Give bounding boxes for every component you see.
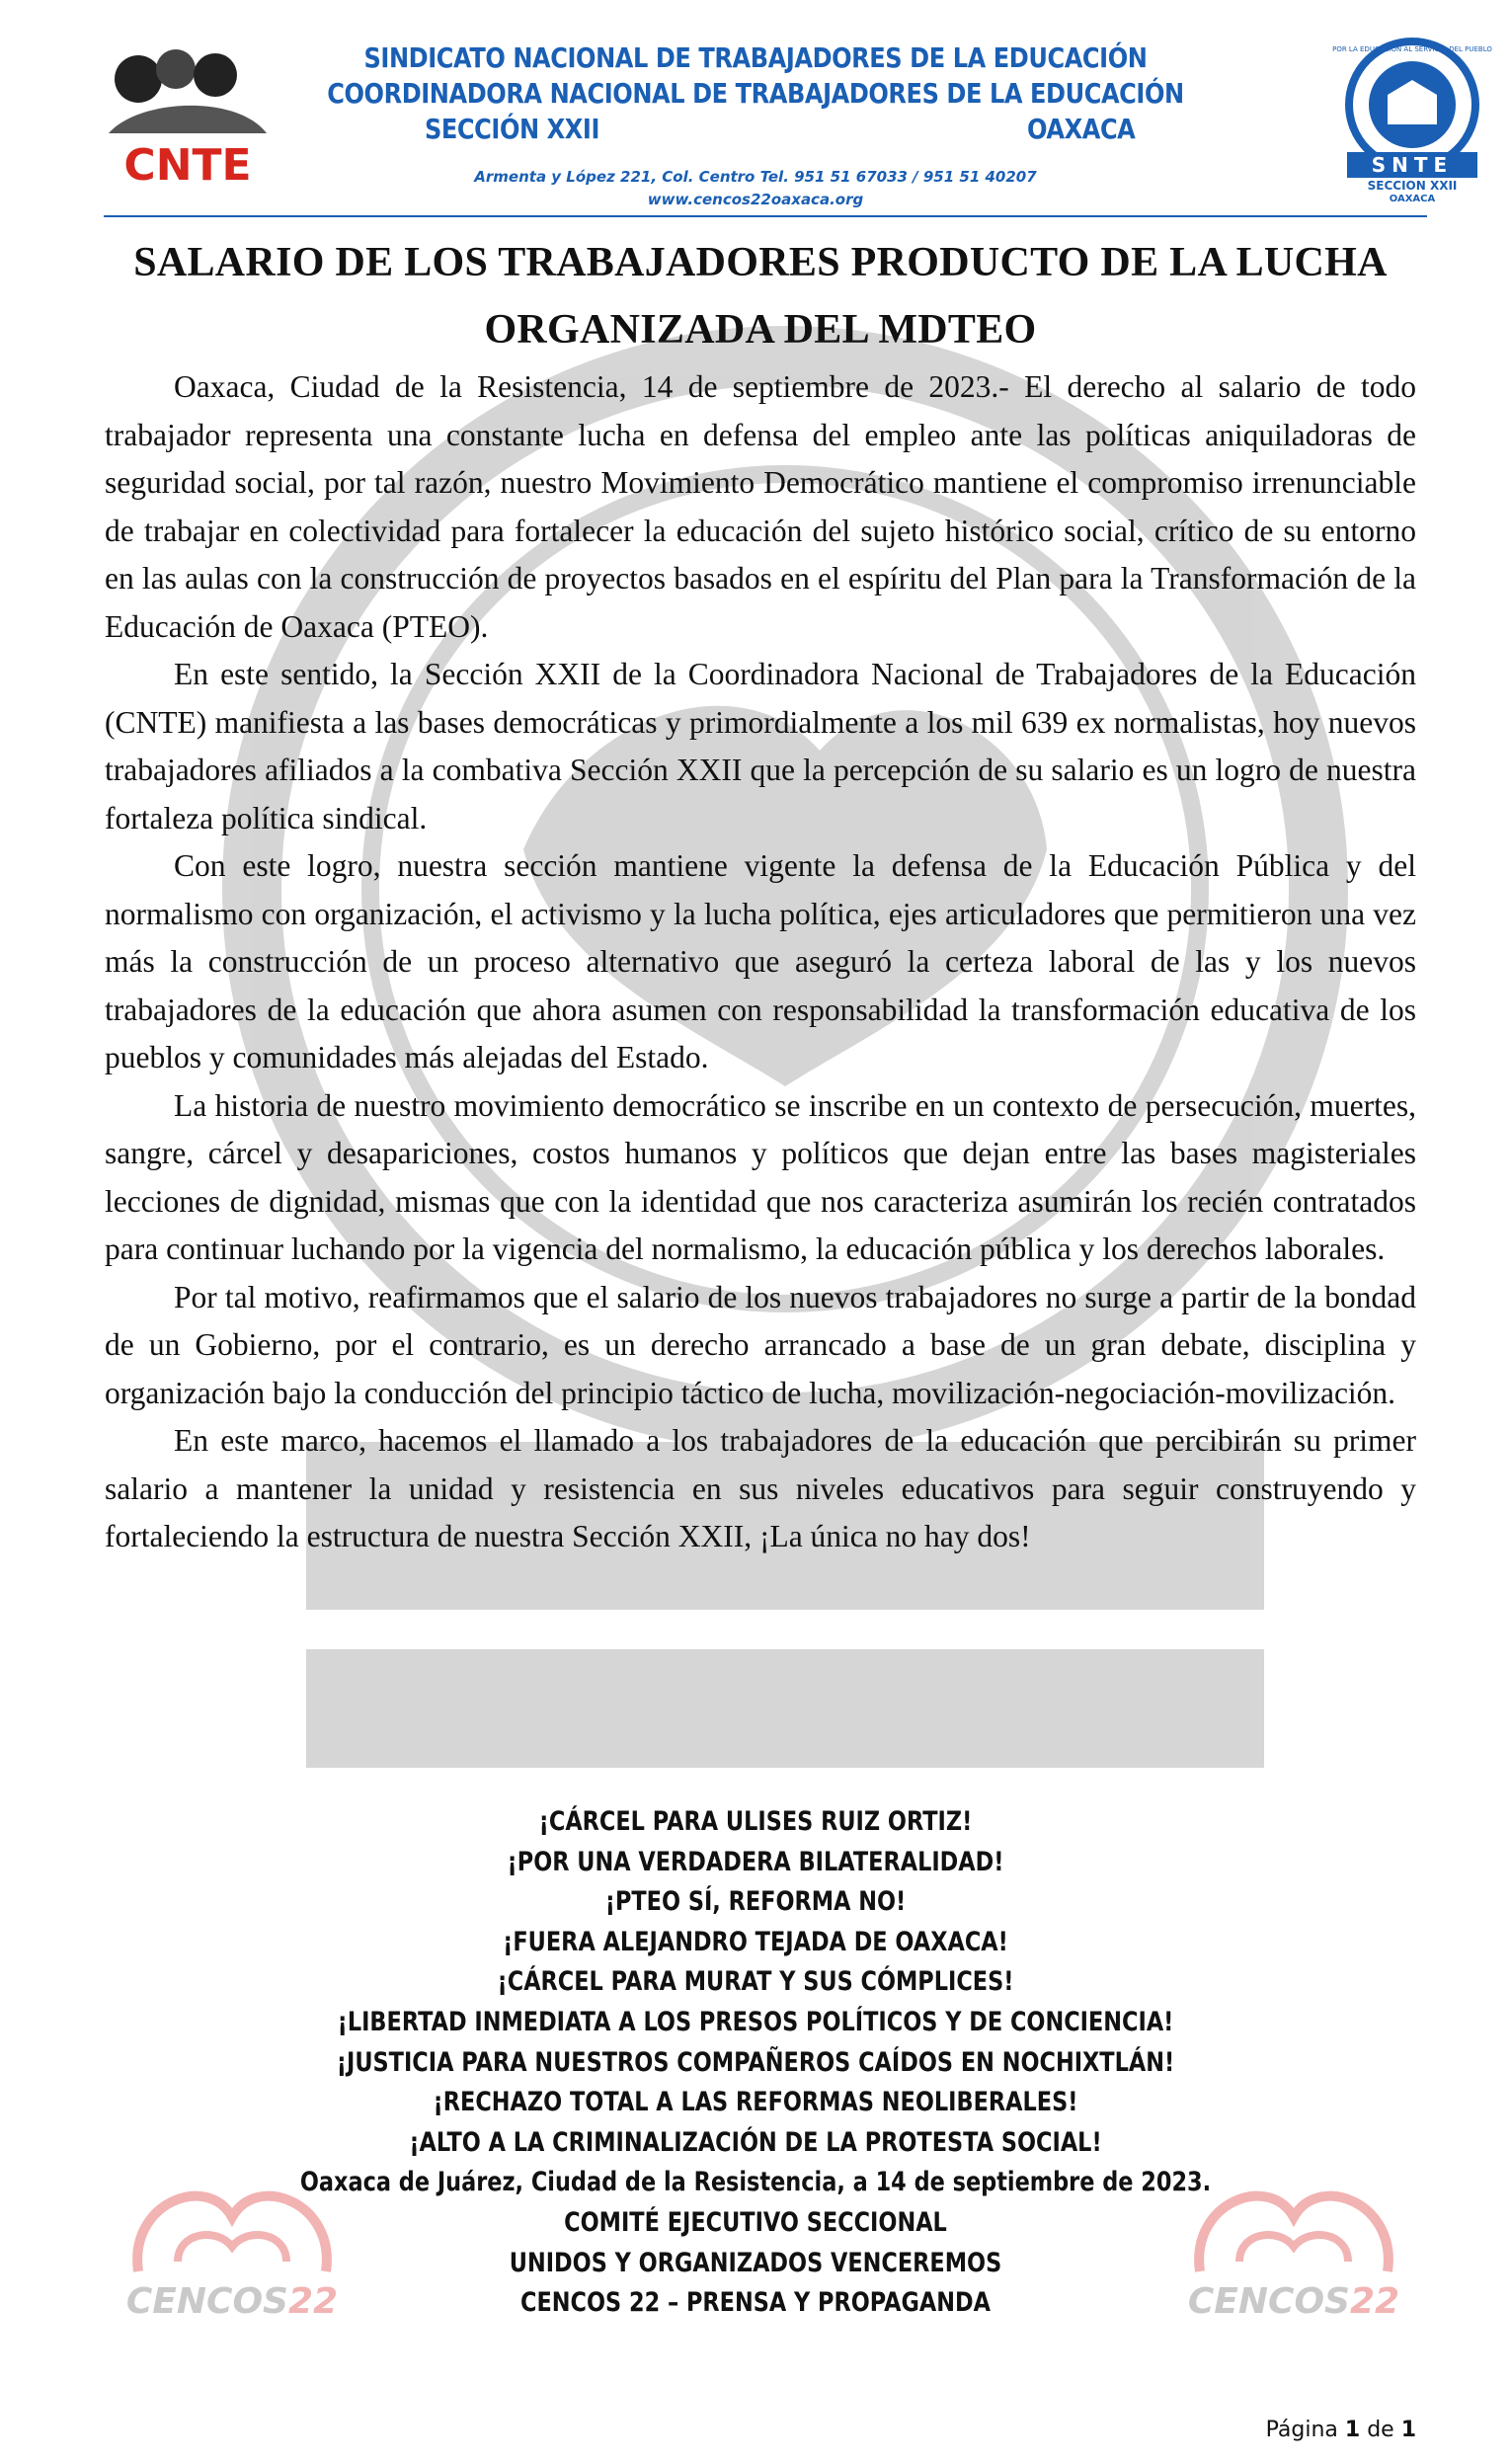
paragraph-6: En este marco, hacemos el llamado a los trabajadores de la educación que percibirán su primer salario a mantener la unidad y resistencia en sus niveles educativos para seguir construyendo y fortaleciendo la estructura de nuestra Sección XXII, ¡La única no hay dos!	[105, 1423, 1416, 1553]
snte-logo-state: OAXACA	[1389, 194, 1436, 204]
slogan: ¡ALTO A LA CRIMINALIZACIÓN DE LA PROTESTA SOCIAL!	[409, 2126, 1102, 2158]
signoff-committee: COMITÉ EJECUTIVO SECCIONAL	[564, 2206, 947, 2238]
paragraph-5: Por tal motivo, reafirmamos que el salario de los nuevos trabajadores no surge a partir de la bondad de un Gobierno, por el contrario, es un derecho arrancado a base de un gran debate, disciplina y organización bajo la conducción del principio táctico de lucha, movilización-negociación-movilización.	[105, 1279, 1416, 1410]
slogan: ¡POR UNA VERDADERA BILATERALIDAD!	[507, 1846, 1004, 1877]
cencos-number: 22	[1349, 2281, 1400, 2322]
cencos-word: CENCOS	[125, 2281, 288, 2322]
document-title: SALARIO DE LOS TRABAJADORES PRODUCTO DE LA LUCHA ORGANIZADA DEL MDTEO	[133, 240, 1388, 353]
paragraph-4: La historia de nuestro movimiento democrático se inscribe en un contexto de persecución, muertes, sangre, cárcel y desapariciones, costos humanos y políticos que dejan entre las bases magisteriales lecciones de dignidad, mismas que con la identidad que nos caracteriza asumirán los recién contratados para continuar luchando por la vigencia del normalismo, la educación pública y los derechos laborales.	[105, 1087, 1416, 1266]
paragraph-2: En este sentido, la Sección XXII de la Coordinadora Nacional de Trabajadores de la Educación (CNTE) manifiesta a las bases democráticas y primordialmente a los mil 639 ex normalistas, hoy nuevos trabajadores afiliados a la combativa Sección XXII que la percepción de su salario es un logro de nuestra fortaleza política sindical.	[105, 657, 1416, 835]
snte-seccion-logo	[1332, 36, 1492, 204]
slogan: ¡PTEO SÍ, REFORMA NO!	[604, 1886, 907, 1918]
header-divider	[104, 215, 1427, 217]
page-total: 1	[1400, 2418, 1416, 2442]
header-state: OAXACA	[1027, 113, 1136, 145]
header-address: Armenta y López 221, Col. Centro Tel. 951 51 67033 / 951 51 40207	[474, 168, 1037, 186]
snte-logo-text: SNTE	[1371, 153, 1454, 177]
slogans-block	[0, 1802, 1511, 2324]
cencos-word: CENCOS	[1187, 2281, 1350, 2322]
signoff-date: Oaxaca de Juárez, Ciudad de la Resistencia, a 14 de septiembre de 2023.	[299, 2167, 1212, 2198]
page-label: Página	[1265, 2418, 1338, 2442]
snte-logo-section: SECCION XXII	[1367, 179, 1458, 193]
signoff-block	[0, 2163, 1511, 2323]
cnte-logo-text: CNTE	[123, 140, 252, 191]
slogan: ¡CÁRCEL PARA MURAT Y SUS CÓMPLICES!	[497, 1966, 1014, 1998]
page-of-label: de	[1367, 2418, 1394, 2442]
header-section: SECCIÓN XXII	[425, 113, 599, 145]
signoff-motto: UNIDOS Y ORGANIZADOS VENCEREMOS	[509, 2247, 1002, 2278]
slogan: ¡FUERA ALEJANDRO TEJADA DE OAXACA!	[503, 1926, 1008, 1957]
document-body	[105, 229, 1416, 1561]
header-union-name: SINDICATO NACIONAL DE TRABAJADORES DE LA EDUCACIÓN	[363, 41, 1148, 74]
slogan: ¡JUSTICIA PARA NUESTROS COMPAÑEROS CAÍDOS EN NOCHIXTLÁN!	[336, 2046, 1175, 2078]
signoff-press: CENCOS 22 – PRENSA Y PROPAGANDA	[520, 2287, 991, 2319]
slogan: ¡RECHAZO TOTAL A LAS REFORMAS NEOLIBERALES!	[433, 2087, 1078, 2118]
page-current: 1	[1344, 2418, 1361, 2442]
page-number	[1266, 2418, 1416, 2442]
cencos-number: 22	[287, 2281, 339, 2322]
letterhead	[0, 0, 1511, 219]
header-website[interactable]: www.cencos22oaxaca.org	[647, 191, 864, 208]
paragraph-1: Oaxaca, Ciudad de la Resistencia, 14 de septiembre de 2023.- El derecho al salario de todo trabajador representa una constante lucha en defensa del empleo ante las políticas aniquiladoras de seguridad social, por tal razón, nuestro Movimiento Democrático mantiene el compromiso irrenunciable de trabajar en colectividad para fortalecer la educación del sujeto histórico social, crítico de su entorno en las aulas con la construcción de proyectos basados en el espíritu del Plan para la Transformación de la Educación de Oaxaca (PTEO).	[105, 369, 1416, 644]
slogan: ¡CÁRCEL PARA ULISES RUIZ ORTIZ!	[538, 1806, 973, 1837]
slogan: ¡LIBERTAD INMEDIATA A LOS PRESOS POLÍTICOS Y DE CONCIENCIA!	[337, 2006, 1174, 2037]
paragraph-3: Con este logro, nuestra sección mantiene vigente la defensa de la Educación Pública y del normalismo con organización, el activismo y la lucha política, ejes articuladores que permitieron una vez más la construcción de un proceso alternativo que aseguró la certeza laboral de las y los nuevos trabajadores de la educación que ahora asumen con responsabilidad la transformación educativa de los pueblos y comunidades más alejadas del Estado.	[105, 848, 1416, 1074]
snte-ring-text: POR LA EDUCACIÓN AL SERVICIO DEL PUEBLO	[1332, 45, 1492, 53]
header-coordinator-name: COORDINADORA NACIONAL DE TRABAJADORES DE LA EDUCACIÓN	[327, 77, 1184, 110]
